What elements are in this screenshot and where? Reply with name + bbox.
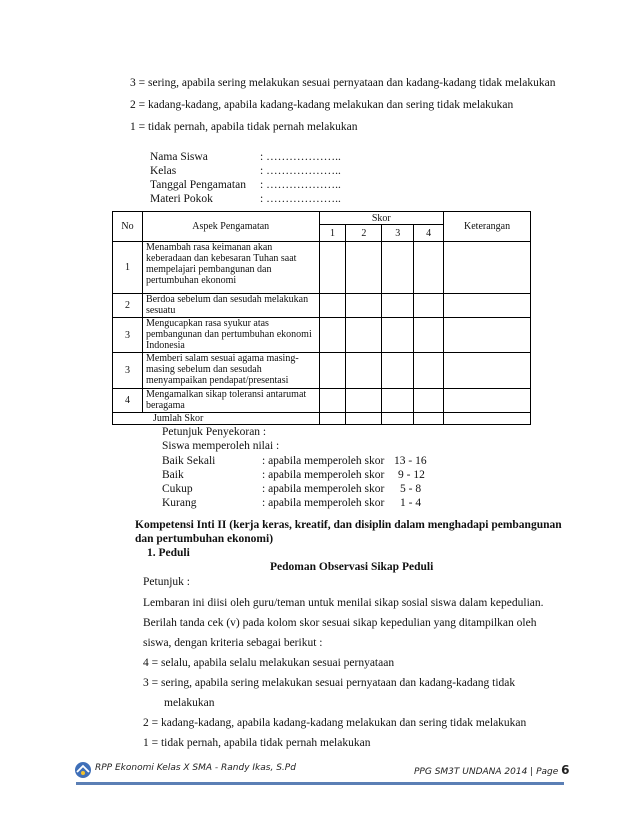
grade-rule: : apabila memperoleh skor	[262, 455, 385, 467]
row-number: 3	[113, 318, 143, 353]
row-aspek: Mengucapkan rasa syukur atas pembangunan dan pertumbuhan ekonomi Indonesia	[142, 318, 319, 353]
row-aspek: Mengamalkan sikap toleransi antarumat beragama	[142, 389, 319, 413]
body-line: 2 = kadang-kadang, apabila kadang-kadang melakukan dan sering tidak melakukan	[143, 717, 527, 729]
footer-left: RPP Ekonomi Kelas X SMA - Randy Ikas, S.Pd	[95, 763, 296, 773]
score-cell[interactable]	[382, 318, 414, 353]
row-aspek: Menambah rasa keimanan akan keberadaan dan kebesaran Tuhan saat mempelajari pembangunan dan pertumbuhan ekonomi	[142, 242, 319, 294]
header-keterangan: Keterangan	[444, 212, 531, 242]
grade-range: 5 - 8	[400, 483, 422, 495]
score-cell[interactable]	[382, 242, 414, 294]
grade-rule: : apabila memperoleh skor	[262, 483, 385, 495]
section-heading: Kompetensi Inti II (kerja keras, kreatif, dan disiplin dalam menghadapi pembangunan	[135, 519, 562, 531]
table-row	[113, 353, 531, 389]
table-row	[113, 294, 531, 318]
info-label: Nama Siswa	[150, 151, 208, 163]
header-no: No	[113, 212, 143, 242]
total-cell[interactable]	[382, 413, 414, 425]
score-cell[interactable]	[382, 294, 414, 318]
keterangan-cell[interactable]	[444, 389, 531, 413]
body-line: 1 = tidak pernah, apabila tidak pernah melakukan	[143, 737, 371, 749]
table-row	[113, 242, 531, 294]
score-cell[interactable]	[414, 294, 444, 318]
score-cell[interactable]	[346, 318, 382, 353]
score-cell[interactable]	[414, 353, 444, 389]
row-number: 2	[113, 294, 143, 318]
row-number: 1	[113, 242, 143, 294]
grade-label: Kurang	[162, 497, 197, 509]
score-cell[interactable]	[346, 353, 382, 389]
skor-1-header: 1	[319, 225, 346, 242]
observation-table	[112, 211, 531, 425]
score-cell[interactable]	[319, 294, 346, 318]
total-cell[interactable]	[319, 413, 346, 425]
scoring-intro: Siswa memperoleh nilai :	[162, 440, 280, 452]
footer-divider	[76, 782, 564, 785]
info-label: Materi Pokok	[150, 193, 213, 205]
total-keterangan-cell[interactable]	[444, 413, 531, 425]
table-row	[113, 389, 531, 413]
body-line: 3 = sering, apabila sering melakukan sesuai pernyataan dan kadang-kadang tidak	[143, 677, 516, 689]
info-value: : ………………..	[260, 151, 341, 163]
footer-right-text: PPG SM3T UNDANA 2014 | Page	[414, 767, 559, 777]
grade-label: Baik	[162, 469, 184, 481]
criteria-line-2: 2 = kadang-kadang, apabila kadang-kadang melakukan dan sering tidak melakukan	[130, 99, 514, 111]
score-cell[interactable]	[382, 353, 414, 389]
table-row	[113, 318, 531, 353]
center-title: Pedoman Observasi Sikap Peduli	[270, 561, 434, 573]
keterangan-cell[interactable]	[444, 318, 531, 353]
info-label: Kelas	[150, 165, 177, 177]
row-number: 3	[113, 353, 143, 389]
score-cell[interactable]	[414, 242, 444, 294]
keterangan-cell[interactable]	[444, 242, 531, 294]
grade-rule: : apabila memperoleh skor	[262, 469, 385, 481]
score-cell[interactable]	[319, 353, 346, 389]
score-cell[interactable]	[414, 389, 444, 413]
grade-range: 13 - 16	[394, 455, 427, 467]
row-aspek: Memberi salam sesuai agama masing-masing sebelum dan sesudah menyampaikan pendapat/presentasi	[142, 353, 319, 389]
info-label: Tanggal Pengamatan	[150, 179, 246, 191]
score-cell[interactable]	[346, 294, 382, 318]
score-cell[interactable]	[382, 389, 414, 413]
body-line: siswa, dengan kriteria sebagai berikut :	[143, 637, 323, 649]
logo-icon	[74, 761, 92, 779]
grade-label: Cukup	[162, 483, 193, 495]
row-number: 4	[113, 389, 143, 413]
keterangan-cell[interactable]	[444, 294, 531, 318]
skor-2-header: 2	[346, 225, 382, 242]
keterangan-cell[interactable]	[444, 353, 531, 389]
score-cell[interactable]	[319, 389, 346, 413]
score-cell[interactable]	[414, 318, 444, 353]
info-value: : ………………..	[260, 165, 341, 177]
grade-range: 1 - 4	[400, 497, 422, 509]
grade-rule: : apabila memperoleh skor	[262, 497, 385, 509]
header-aspek: Aspek Pengamatan	[142, 212, 319, 242]
score-cell[interactable]	[346, 242, 382, 294]
section-heading-cont: dan pertumbuhan ekonomi)	[135, 533, 274, 545]
body-line: Berilah tanda cek (v) pada kolom skor sesuai sikap kepedulian yang ditampilkan oleh	[143, 617, 537, 629]
criteria-line-1: 1 = tidak pernah, apabila tidak pernah melakukan	[130, 121, 358, 133]
score-cell[interactable]	[319, 242, 346, 294]
body-line: Lembaran ini diisi oleh guru/teman untuk menilai sikap sosial siswa dalam kepedulian.	[143, 597, 544, 609]
scoring-title: Petunjuk Penyekoran :	[162, 426, 267, 438]
footer-right	[414, 763, 570, 777]
total-cell[interactable]	[346, 413, 382, 425]
header-skor: Skor	[319, 212, 444, 225]
total-label: Jumlah Skor	[113, 413, 320, 425]
total-row	[113, 413, 531, 425]
score-cell[interactable]	[346, 389, 382, 413]
page-number: 6	[561, 763, 570, 777]
skor-4-header: 4	[414, 225, 444, 242]
sub-heading: 1. Peduli	[147, 547, 190, 559]
body-line: 4 = selalu, apabila selalu melakukan sesuai pernyataan	[143, 657, 395, 669]
row-aspek: Berdoa sebelum dan sesudah melakukan sesuatu	[142, 294, 319, 318]
total-cell[interactable]	[414, 413, 444, 425]
info-value: : ………………..	[260, 193, 341, 205]
info-value: : ………………..	[260, 179, 341, 191]
body-line: Petunjuk :	[143, 576, 190, 588]
criteria-line-3: 3 = sering, apabila sering melakukan sesuai pernyataan dan kadang-kadang tidak melakukan	[130, 77, 556, 89]
score-cell[interactable]	[319, 318, 346, 353]
body-line: melakukan	[164, 697, 215, 709]
grade-range: 9 - 12	[398, 469, 425, 481]
grade-label: Baik Sekali	[162, 455, 216, 467]
skor-3-header: 3	[382, 225, 414, 242]
